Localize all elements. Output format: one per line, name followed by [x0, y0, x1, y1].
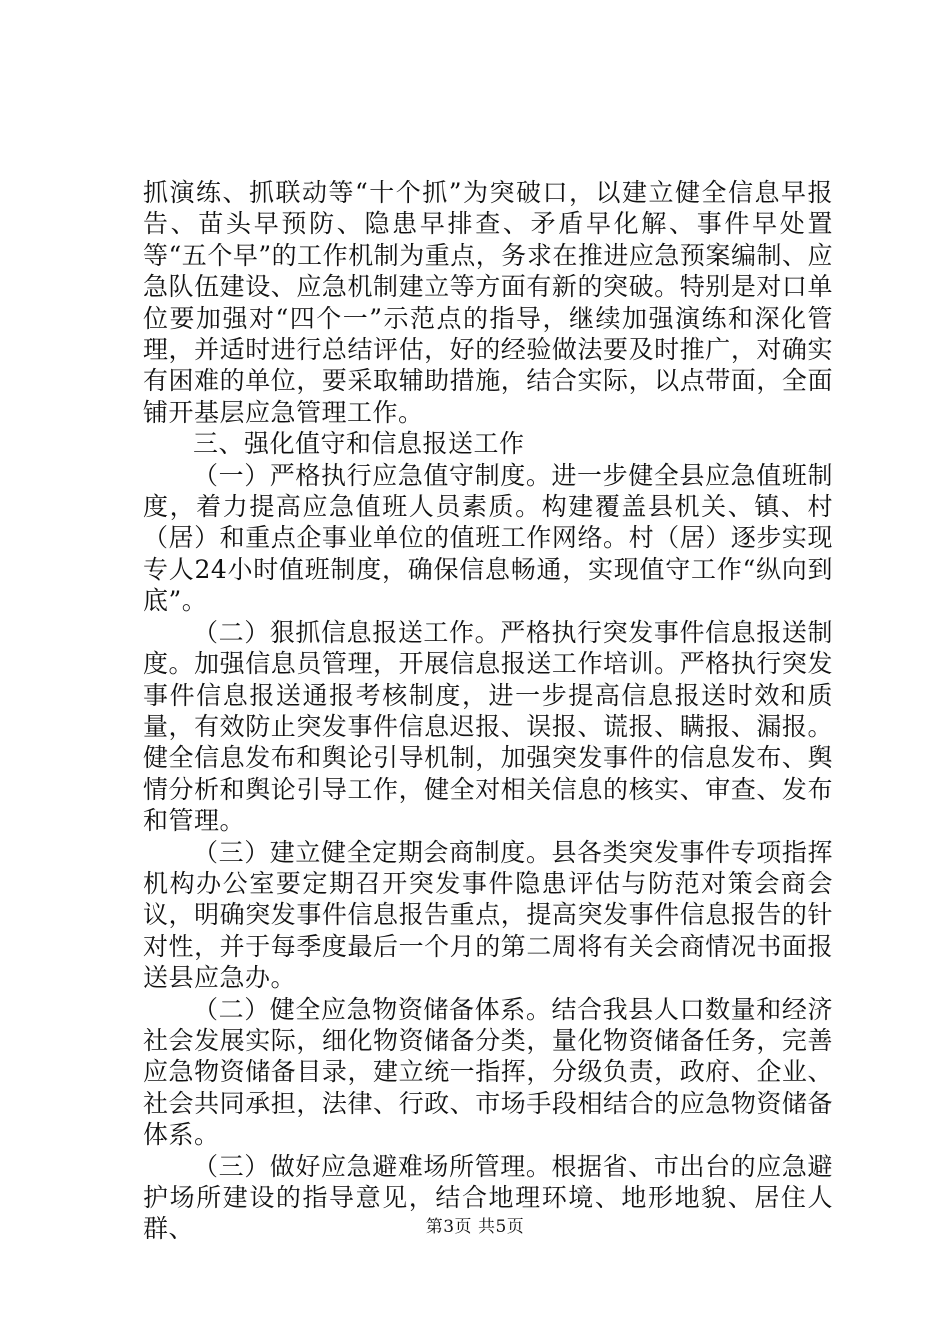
paragraph-duty-system: （一）严格执行应急值守制度。进一步健全县应急值班制度，着力提高应急值班人员素质。构建覆盖县机关、镇、村（居）和重点企事业单位的值班工作网络。村（居）逐步实现专人24小时值班制度，确保信息畅通，实现值守工作“纵向到底”。	[143, 460, 833, 616]
document-body	[143, 177, 833, 1245]
paragraph-consultation: （三）建立健全定期会商制度。县各类突发事件专项指挥机构办公室要定期召开突发事件隐患评估与防范对策会商会议，明确突发事件信息报告重点，提高突发事件信息报告的针对性，并于每季度最后一个月的第二周将有关会商情况书面报送县应急办。	[143, 837, 833, 993]
page-number: 第3页 共5页	[425, 1217, 525, 1237]
section-heading: 三、强化值守和信息报送工作	[193, 429, 525, 459]
paragraph-continuation: 抓演练、抓联动等“十个抓”为突破口，以建立健全信息早报告、苗头早预防、隐患早排查、矛盾早化解、事件早处置等“五个早”的工作机制为重点，务求在推进应急预案编制、应急队伍建设、应急机制建立等方面有新的突破。特别是对口单位要加强对“四个一”示范点的指导，继续加强演练和深化管理，并适时进行总结评估，好的经验做法要及时推广，对确实有困难的单位，要采取辅助措施，结合实际，以点带面，全面铺开基层应急管理工作。	[143, 178, 833, 427]
paragraph-material-reserve: （二）健全应急物资储备体系。结合我县人口数量和经济社会发展实际，细化物资储备分类，量化物资储备任务，完善应急物资储备目录，建立统一指挥，分级负责，政府、企业、社会共同承担，法律、行政、市场手段相结合的应急物资储备体系。	[143, 994, 833, 1150]
paragraph-info-reporting: （二）狠抓信息报送工作。严格执行突发事件信息报送制度。加强信息员管理，开展信息报送工作培训。严格执行突发事件信息报送通报考核制度，进一步提高信息报送时效和质量，有效防止突发事件信息迟报、误报、谎报、瞒报、漏报。健全信息发布和舆论引导机制，加强突发事件的信息发布、舆情分析和舆论引导工作，健全对相关信息的核实、审查、发布和管理。	[143, 617, 833, 836]
paragraph-shelter-management: （三）做好应急避难场所管理。根据省、市出台的应急避护场所建设的指导意见，结合地理环境、地形地貌、居住人群、	[143, 1151, 833, 1244]
